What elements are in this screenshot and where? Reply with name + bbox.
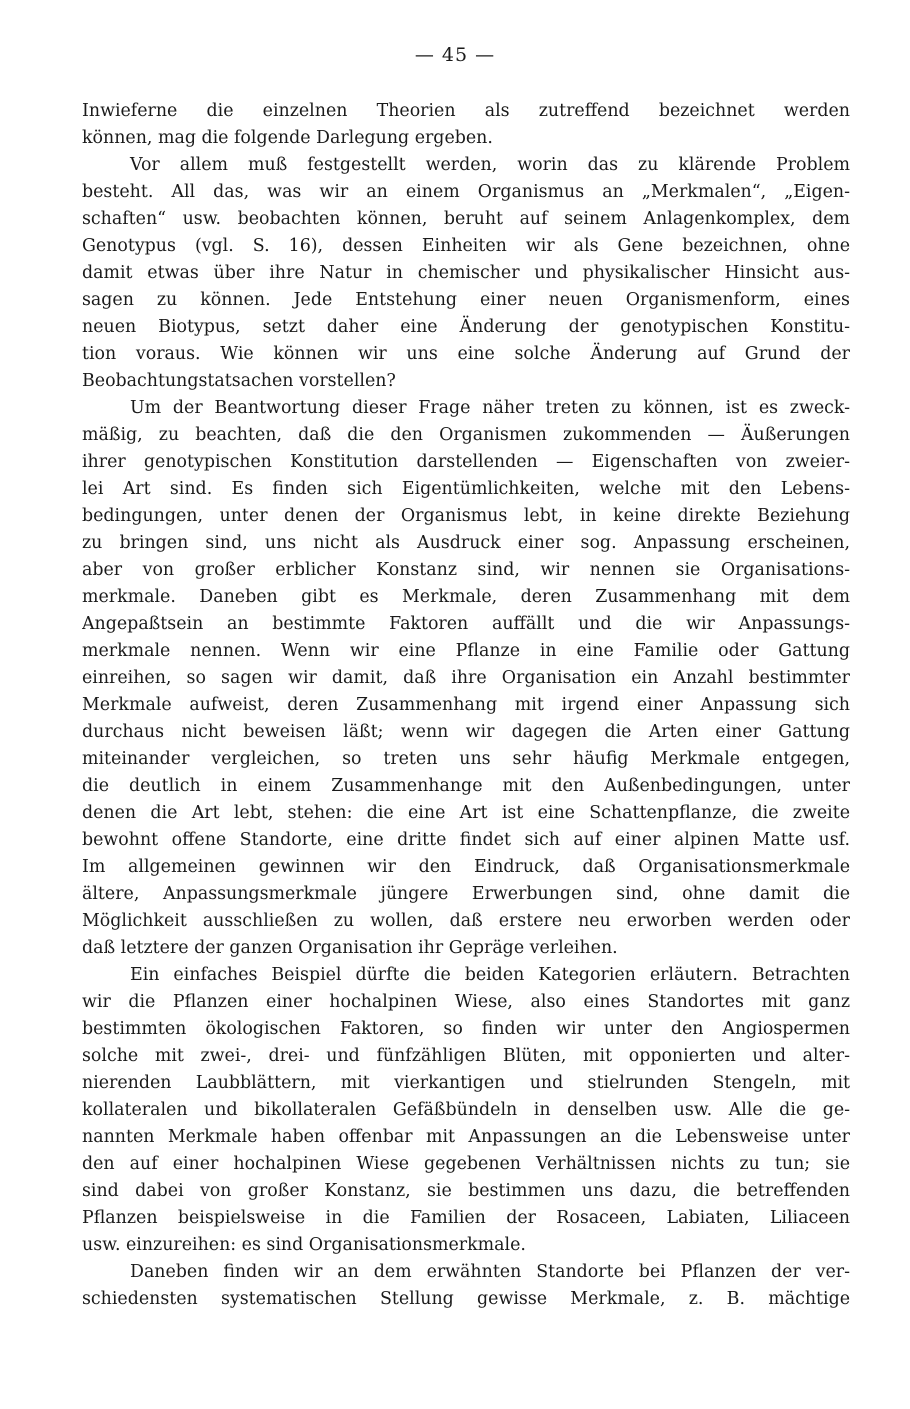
text-line: daß letztere der ganzen Organisation ihr Gepräge verleihen. <box>82 938 618 958</box>
text-line: tion voraus. Wie können wir uns eine solche Änderung auf Grund der <box>82 344 850 364</box>
text-line: Inwieferne die einzelnen Theorien als zutreffend bezeichnet werden <box>82 101 850 121</box>
text-line: aber von großer erblicher Konstanz sind, wir nennen sie Organisations- <box>82 560 850 580</box>
text-line: usw. einzureihen: es sind Organisationsmerkmale. <box>82 1235 526 1255</box>
paragraph <box>82 395 850 962</box>
text-line: bedingungen, unter denen der Organismus lebt, in keine direkte Beziehung <box>82 506 850 526</box>
text-line: ihrer genotypischen Konstitution darstellenden — Eigenschaften von zweier- <box>82 452 850 472</box>
text-line: sind dabei von großer Konstanz, sie bestimmen uns dazu, die betreffenden <box>82 1181 850 1201</box>
text-line: Daneben finden wir an dem erwähnten Standorte bei Pflanzen der ver- <box>130 1262 850 1282</box>
paragraph <box>82 962 850 1259</box>
paragraph <box>82 1259 850 1313</box>
text-line: sagen zu können. Jede Entstehung einer neuen Organismenform, eines <box>82 290 850 310</box>
text-line: die deutlich in einem Zusammenhange mit den Außenbedingungen, unter <box>82 776 850 796</box>
text-line: Merkmale aufweist, deren Zusammenhang mit irgend einer Anpassung sich <box>82 695 850 715</box>
text-line: neuen Biotypus, setzt daher eine Änderung der genotypischen Konstitu- <box>82 317 850 337</box>
text-line: bestimmten ökologischen Faktoren, so finden wir unter den Angiospermen <box>82 1019 850 1039</box>
text-line: den auf einer hochalpinen Wiese gegebenen Verhältnissen nichts zu tun; sie <box>82 1154 850 1174</box>
text-line: einreihen, so sagen wir damit, daß ihre Organisation ein Anzahl bestimmter <box>82 668 850 688</box>
text-line: Im allgemeinen gewinnen wir den Eindruck, daß Organisationsmerkmale <box>82 857 850 877</box>
text-line: bewohnt offene Standorte, eine dritte findet sich auf einer alpinen Matte usf. <box>82 830 850 850</box>
text-line: können, mag die folgende Darlegung ergeben. <box>82 128 493 148</box>
text-line: nierenden Laubblättern, mit vierkantigen und stielrunden Stengeln, mit <box>82 1073 850 1093</box>
text-line: schaften“ usw. beobachten können, beruht auf seinem Anlagenkomplex, dem <box>82 209 850 229</box>
text-line: Beobachtungstatsachen vorstellen? <box>82 371 396 391</box>
text-line: schiedensten systematischen Stellung gewisse Merkmale, z. B. mächtige <box>82 1289 850 1309</box>
page-number: — 45 — <box>414 44 496 66</box>
text-line: Pflanzen beispielsweise in die Familien der Rosaceen, Labiaten, Liliaceen <box>82 1208 850 1228</box>
text-line: damit etwas über ihre Natur in chemischer und physikalischer Hinsicht aus- <box>82 263 850 283</box>
text-line: merkmale. Daneben gibt es Merkmale, deren Zusammenhang mit dem <box>82 587 850 607</box>
text-line: besteht. All das, was wir an einem Organismus an „Merkmalen“, „Eigen- <box>82 182 850 202</box>
text-line: Vor allem muß festgestellt werden, worin das zu klärende Problem <box>130 155 850 175</box>
text-line: zu bringen sind, uns nicht als Ausdruck einer sog. Anpassung erscheinen, <box>82 533 850 553</box>
text-line: wir die Pflanzen einer hochalpinen Wiese, also eines Standortes mit ganz <box>82 992 850 1012</box>
text-line: merkmale nennen. Wenn wir eine Pflanze in eine Familie oder Gattung <box>82 641 850 661</box>
text-line: solche mit zwei-, drei- und fünfzähligen Blüten, mit opponierten und alter- <box>82 1046 850 1066</box>
text-line: lei Art sind. Es finden sich Eigentümlichkeiten, welche mit den Lebens- <box>82 479 850 499</box>
text-line: nannten Merkmale haben offenbar mit Anpassungen an die Lebensweise unter <box>82 1127 850 1147</box>
text-line: durchaus nicht beweisen läßt; wenn wir dagegen die Arten einer Gattung <box>82 722 850 742</box>
text-line: Um der Beantwortung dieser Frage näher treten zu können, ist es zweck- <box>130 398 850 418</box>
text-line: Genotypus (vgl. S. 16), dessen Einheiten wir als Gene bezeichnen, ohne <box>82 236 850 256</box>
body-text <box>82 98 850 1313</box>
text-line: Angepaßtsein an bestimmte Faktoren auffällt und die wir Anpassungs- <box>82 614 850 634</box>
paragraph <box>82 98 850 152</box>
text-line: Ein einfaches Beispiel dürfte die beiden Kategorien erläutern. Betrachten <box>130 965 850 985</box>
text-line: Möglichkeit ausschließen zu wollen, daß erstere neu erworben werden oder <box>82 911 850 931</box>
text-line: kollateralen und bikollateralen Gefäßbündeln in denselben usw. Alle die ge- <box>82 1100 850 1120</box>
text-line: denen die Art lebt, stehen: die eine Art ist eine Schattenpflanze, die zweite <box>82 803 850 823</box>
text-line: mäßig, zu beachten, daß die den Organismen zukommenden — Äußerungen <box>82 425 850 445</box>
text-line: ältere, Anpassungsmerkmale jüngere Erwerbungen sind, ohne damit die <box>82 884 850 904</box>
text-line: miteinander vergleichen, so treten uns sehr häufig Merkmale entgegen, <box>82 749 850 769</box>
paragraph <box>82 152 850 395</box>
